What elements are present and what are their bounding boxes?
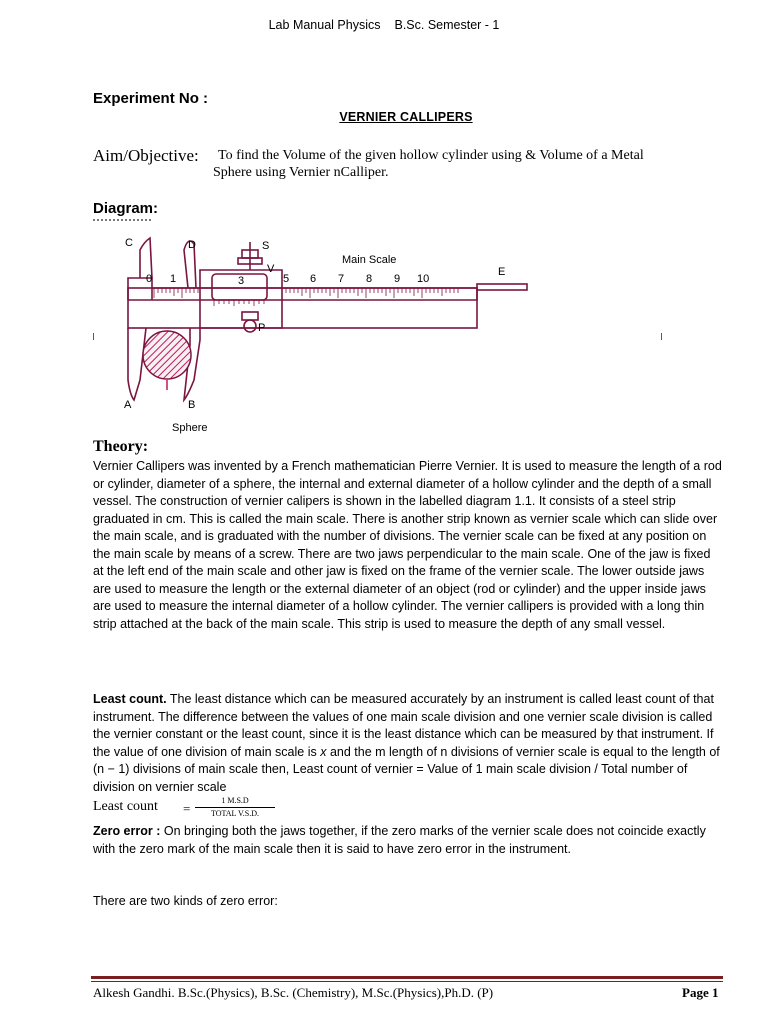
header-course: B.Sc. Semester - 1	[394, 18, 500, 32]
scale-number-0: 0	[146, 273, 153, 285]
least-count-term: Least count.	[93, 692, 167, 706]
page-header	[0, 18, 768, 32]
least-count-text-2: and the m length of n divisions of vernier scale is equal to the length of (n − 1) divisions of main scale then, Least count of vernier = Value of 1 main scale division / Total number of division on vernier scale	[93, 744, 720, 794]
label-b: B	[188, 399, 196, 411]
scale-number-10: 10	[417, 273, 430, 285]
label-d: D	[188, 239, 196, 251]
sphere-shape	[143, 331, 191, 379]
aim-text-line2: Sphere using Vernier nCalliper.	[213, 165, 389, 180]
scale-number-7: 7	[338, 273, 345, 285]
label-a: A	[124, 399, 132, 411]
zero-error-paragraph	[93, 823, 723, 858]
formula-numerator: 1 M.S.D	[195, 796, 275, 808]
formula-label: Least count	[93, 799, 158, 814]
scale-number-5: 5	[283, 273, 290, 285]
diagram-heading: Diagram:	[93, 200, 158, 221]
label-e: E	[498, 266, 506, 278]
label-p: P	[258, 322, 266, 334]
experiment-label: Experiment No :	[93, 90, 209, 107]
scale-number-1: 1	[170, 273, 177, 285]
formula-denominator: TOTAL V.S.D.	[211, 809, 259, 818]
theory-paragraph: Vernier Callipers was invented by a French mathematician Pierre Vernier. It is used to measure the length of a rod or cylinder, diameter of a sphere, the internal and external diameter of a hollow cylinder and the depth of a small vessel. The construction of vernier calipers is shown in the labelled diagram 1.1. It consists of a steel strip graduated in cm. This is called the main scale. There is another strip known as vernier scale which can slide over the main scale, and is graduated with the number of divisions. The vernier scale can be fixed at any position on the main scale by means of a screw. There are two jaws perpendicular to the main scale. One of the jaw is fixed at the left end of the main scale and other jaw is fixed on the frame of the vernier scale. The lower outside jaws are used to measure the length or the external diameter of an object (rod or cylinder) and the upper inside jaws are used to measure the internal diameter of a hollow cylinder. The vernier callipers is provided with a long thin strip attached at the back of the main scale. This strip is used to measure the depth of any small vessel.	[93, 459, 722, 631]
margin-mark-left	[93, 333, 94, 340]
label-main-scale: Main Scale	[342, 254, 397, 266]
aim-text-line1: To find the Volume of the given hollow cylinder using & Volume of a Metal	[218, 148, 644, 163]
footer-rule-thin	[91, 981, 723, 982]
scale-number-8: 8	[366, 273, 373, 285]
header-manual: Lab Manual Physics	[268, 18, 381, 32]
vernier-calliper-diagram	[92, 230, 542, 440]
least-count-text: The least distance which can be measured accurately by an instrument is called least count of that instrument. The difference between the values of one main scale division and one vernier scale division is called the vernier constant or the least count, since it is the least distance which can be measured by that instrument. If the value of one division of main scale is	[93, 692, 714, 759]
theory-heading: Theory:	[93, 438, 149, 455]
footer-rule-thick	[91, 976, 723, 979]
label-s: S	[262, 240, 270, 252]
label-sphere: Sphere	[172, 422, 208, 434]
formula-equals: =	[183, 801, 191, 816]
scale-number-3: 3	[238, 275, 245, 287]
label-c: C	[125, 237, 133, 249]
footer-page-number: Page 1	[682, 985, 719, 1000]
calliper-outline	[128, 238, 527, 400]
footer-author: Alkesh Gandhi. B.Sc.(Physics), B.Sc. (Chemistry), M.Sc.(Physics),Ph.D. (P)	[93, 985, 494, 1000]
margin-mark-right	[661, 333, 662, 340]
least-count-paragraph	[93, 691, 723, 796]
zero-error-kinds: There are two kinds of zero error:	[93, 894, 278, 908]
zero-error-term: Zero error :	[93, 824, 161, 838]
formula-fraction	[195, 796, 275, 819]
scale-number-6: 6	[310, 273, 317, 285]
aim-label: Aim/Objective:	[93, 146, 199, 165]
page-title: VERNIER CALLIPERS	[339, 110, 473, 124]
scale-number-9: 9	[394, 273, 401, 285]
least-count-variable: x	[320, 744, 327, 759]
zero-error-text: On bringing both the jaws together, if the zero marks of the vernier scale does not coincide exactly with the zero mark of the main scale then it is said to have zero error in the instrument.	[93, 824, 706, 856]
label-v: V	[267, 263, 275, 275]
